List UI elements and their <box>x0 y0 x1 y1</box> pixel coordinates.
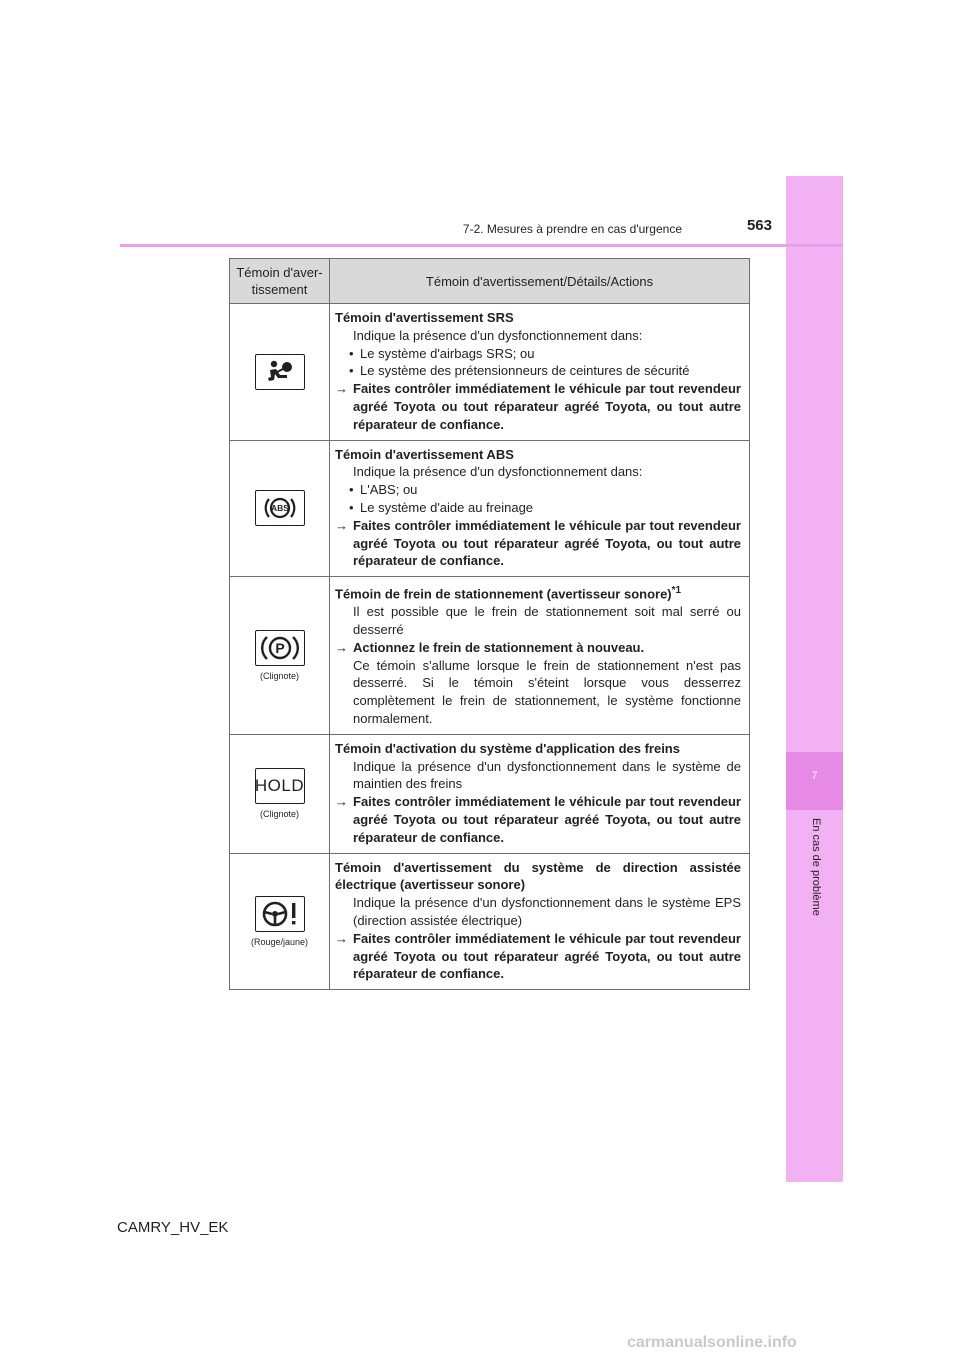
list-item: • Le système des prétensionneurs de ceintures de sécurité <box>335 362 741 380</box>
warning-action: → Faites contrôler immédiatement le véhicule par tout revendeur agréé Toyota ou tout réparateur agréé Toyota, ou tout autre réparateur de confiance. <box>335 517 741 570</box>
table-row <box>230 304 749 441</box>
table-row <box>230 441 749 578</box>
table-row <box>230 854 749 990</box>
details-cell <box>330 577 749 734</box>
table-header <box>230 259 749 304</box>
parking-brake-icon <box>255 630 305 666</box>
eps-steering-icon <box>255 896 305 932</box>
details-cell <box>330 441 749 577</box>
warning-description: Indique la présence d'un dysfonctionnement dans le système EPS (direction assistée électrique) <box>353 895 741 929</box>
warning-action: → Faites contrôler immédiatement le véhicule par tout revendeur agréé Toyota ou tout réparateur agréé Toyota, ou tout autre réparateur de confiance. <box>335 380 741 433</box>
icon-caption: (Rouge/jaune) <box>250 936 309 947</box>
warning-lights-table <box>229 258 750 990</box>
table-row <box>230 735 749 854</box>
page-number: 563 <box>746 217 772 234</box>
chapter-number: 7 <box>811 770 818 782</box>
warning-title: Témoin d'activation du système d'application des freins <box>335 740 680 756</box>
warning-action: → Faites contrôler immédiatement le véhicule par tout revendeur agréé Toyota ou tout réparateur agréé Toyota, ou tout autre réparateur de confiance. <box>335 930 741 983</box>
warning-description: Il est possible que le frein de stationnement soit mal serré ou desserré <box>353 604 741 638</box>
details-cell <box>330 854 749 990</box>
list-item: • Le système d'airbags SRS; ou <box>335 345 741 363</box>
watermark: carmanualsonline.info <box>627 1334 797 1351</box>
icon-cell <box>230 577 330 734</box>
warning-description: Indique la présence d'un dysfonctionnement dans: <box>353 464 643 480</box>
srs-airbag-icon <box>255 354 305 390</box>
abs-icon <box>255 490 305 526</box>
warning-title-text: Témoin de frein de stationnement (avertisseur sonore) <box>335 586 672 602</box>
footnote-marker: *1 <box>671 585 682 597</box>
details-cell <box>330 735 749 853</box>
col-header-light: Témoin d'aver-tissement <box>230 259 330 303</box>
warning-title <box>335 582 741 603</box>
icon-cell <box>230 735 330 853</box>
hold-icon-text: HOLD <box>254 776 305 796</box>
warning-description: Indique la présence d'un dysfonctionnement dans le système de maintien des freins <box>353 758 741 792</box>
col-header-details: Témoin d'avertissement/Détails/Actions <box>425 273 654 289</box>
warning-title: Témoin d'avertissement du système de direction assistée électrique (avertisseur sonore) <box>335 859 741 893</box>
details-cell <box>330 304 749 440</box>
header-rule <box>120 244 843 247</box>
icon-caption: (Clignote) <box>259 671 299 681</box>
model-code: CAMRY_HV_EK <box>117 1219 229 1236</box>
svg-text:P: P <box>274 640 285 656</box>
warning-title: Témoin d'avertissement SRS <box>335 310 514 325</box>
warning-action: → Faites contrôler immédiatement le véhicule par tout revendeur agréé Toyota ou tout réparateur agréé Toyota, ou tout autre réparateur de confiance. <box>335 793 741 846</box>
chapter-side-tab <box>786 176 843 1182</box>
section-title: 7-2. Mesures à prendre en cas d'urgence <box>462 222 682 236</box>
warning-action: → Actionnez le frein de stationnement à nouveau. <box>335 639 741 657</box>
chapter-title: En cas de problème <box>810 818 822 916</box>
hold-icon <box>255 768 305 804</box>
list-item: • L'ABS; ou <box>335 481 741 499</box>
icon-cell <box>230 304 330 440</box>
warning-note: Ce témoin s'allume lorsque le frein de stationnement n'est pas desserré. Si le témoin s'éteint lorsque vous desserrez complètement le frein de stationnement, le système fonctionne normalement. <box>353 657 741 727</box>
icon-cell <box>230 854 330 990</box>
warning-title: Témoin d'avertissement ABS <box>335 446 514 462</box>
table-row <box>230 577 749 735</box>
svg-text:ABS: ABS <box>270 503 289 514</box>
icon-cell <box>230 441 330 577</box>
icon-caption: (Clignote) <box>259 809 299 820</box>
list-item: • Le système d'aide au freinage <box>335 499 741 517</box>
warning-description: Indique la présence d'un dysfonctionnement dans: <box>353 327 643 343</box>
